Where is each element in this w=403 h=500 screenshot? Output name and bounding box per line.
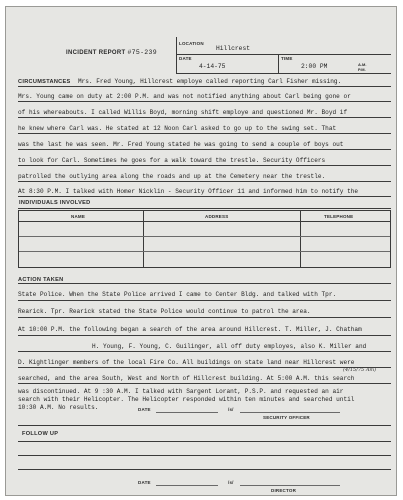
handwritten-note: (4/15/75 Am) bbox=[343, 367, 377, 373]
col-telephone: TELEPHONE bbox=[324, 214, 354, 219]
action-line: D. Kightlinger members of the local Fire Co. All buildings on state land near Hillcrest were bbox=[18, 359, 355, 366]
follow-up-rule bbox=[18, 441, 391, 442]
rule bbox=[18, 117, 391, 118]
circumstances-line: he knew where Carl was. He stated at 12 Noon Carl asked to go up to the swing set. That bbox=[18, 125, 337, 132]
action-line: Rearick. Tpr. Rearick stated the State Police would continue to patrol the area. bbox=[18, 308, 311, 315]
circumstances-line: was the last he was seen. Mr. Fred Young stated he was going to send a couple of boys out bbox=[18, 141, 344, 148]
pm-label: P.M. bbox=[358, 67, 366, 72]
signature-line bbox=[240, 412, 340, 413]
rule bbox=[18, 196, 391, 197]
circumstances-line: to look for Carl. Sometimes he goes for a walk toward the trestle. Security Officers bbox=[18, 157, 326, 164]
follow-up-rule bbox=[18, 455, 391, 456]
col-divider bbox=[143, 211, 144, 267]
rule bbox=[18, 86, 391, 87]
action-line: searched, and the area South, West and North of Hillcrest building. At 5:00 A.M. this search bbox=[18, 375, 355, 382]
action-line: State Police. When the State Police arrived I came to Center Bldg. and talked with Tpr. bbox=[18, 291, 337, 298]
individuals-label: INDIVIDUALS INVOLVED bbox=[19, 200, 91, 206]
action-line: At 10:00 P.M. the following began a search of the area around Hillcrest. T. Miller, J. Chatham bbox=[18, 326, 362, 333]
time-value: 2:00 PM bbox=[301, 63, 328, 70]
col-divider bbox=[300, 211, 301, 267]
rule bbox=[18, 133, 391, 134]
individuals-table bbox=[18, 210, 391, 268]
rule bbox=[18, 367, 391, 368]
rule bbox=[18, 300, 391, 301]
follow-up-signature-line bbox=[240, 485, 340, 486]
follow-up-slash: /s/ bbox=[228, 480, 234, 485]
date-value: 4-14-75 bbox=[199, 63, 226, 70]
header-rule-bottom bbox=[176, 73, 391, 74]
signature-date-label: DATE bbox=[138, 407, 151, 412]
action-taken-section bbox=[18, 271, 394, 421]
action-taken-label: ACTION TAKEN bbox=[18, 277, 64, 283]
action-line: search with their Helicopter. The Helicopter responded within ten minutes and searched until bbox=[18, 396, 355, 403]
director-label: DIRECTOR bbox=[271, 488, 297, 493]
table-row-rule bbox=[19, 251, 390, 252]
rule bbox=[18, 149, 391, 150]
follow-up-rule-top bbox=[18, 425, 391, 426]
individuals-rule-top bbox=[18, 208, 391, 209]
col-address: ADDRESS bbox=[205, 214, 229, 219]
circumstances-label: CIRCUMSTANCES bbox=[18, 79, 71, 85]
report-title bbox=[66, 49, 157, 56]
header-rule-mid bbox=[176, 54, 391, 55]
rule bbox=[18, 165, 391, 166]
follow-up-date-line bbox=[156, 485, 218, 486]
time-label: TIME bbox=[281, 56, 293, 61]
table-header-rule bbox=[19, 221, 390, 222]
rule bbox=[18, 181, 391, 182]
circumstances-line: of his whereabouts. I called Willis Boyd, morning shift employe and questioned Mr. Boyd if bbox=[18, 109, 348, 116]
location-value: Hillcrest bbox=[216, 45, 251, 52]
circumstances-line: Mrs. Young came on duty at 2:00 P.M. and was not notified anything about Carl being gone or bbox=[18, 93, 351, 100]
action-line: 10:30 A.M. No results. bbox=[18, 404, 99, 411]
rule bbox=[18, 317, 391, 318]
security-officer-label: SECURITY OFFICER bbox=[263, 415, 310, 420]
header-divider bbox=[176, 37, 177, 73]
col-name: NAME bbox=[71, 214, 86, 219]
am-label: A.M. bbox=[358, 62, 367, 67]
circumstances-line bbox=[18, 78, 398, 86]
incident-report-form bbox=[5, 6, 397, 496]
report-label: INCIDENT REPORT bbox=[66, 50, 126, 56]
report-number: #75-239 bbox=[127, 49, 157, 56]
action-line: H. Young, F. Young, C. Guilinger, all off duty employes, also K. Miller and bbox=[92, 343, 367, 350]
location-label: LOCATION bbox=[179, 41, 204, 46]
rule bbox=[18, 351, 391, 352]
circumstances-line: patrolled the outlying area along the roads and up at the Cemetery near the trestle. bbox=[18, 173, 326, 180]
date-label: DATE bbox=[179, 56, 192, 61]
follow-up-label: FOLLOW UP bbox=[22, 431, 59, 437]
rule bbox=[18, 383, 391, 384]
circumstances-text: Mrs. Fred Young, Hillcrest employe called reporting Carl Fisher missing. bbox=[77, 78, 342, 85]
circumstances-section bbox=[18, 75, 394, 205]
signature-date-line bbox=[156, 412, 218, 413]
action-line: was discontinued. At 9 :30 A.M. I talked with Sargent Lorant, P.S.P. and requested an air bbox=[18, 388, 344, 395]
signature-slash: /s/ bbox=[228, 407, 234, 412]
table-row-rule bbox=[19, 236, 390, 237]
follow-up-rule bbox=[18, 469, 391, 470]
rule bbox=[18, 335, 391, 336]
circumstances-line: At 8:30 P.M. I talked with Homer Nicklin - Security Officer 11 and informed him to notify the bbox=[18, 188, 359, 195]
time-divider bbox=[278, 54, 279, 73]
follow-up-date-label: DATE bbox=[138, 480, 151, 485]
rule bbox=[18, 101, 391, 102]
